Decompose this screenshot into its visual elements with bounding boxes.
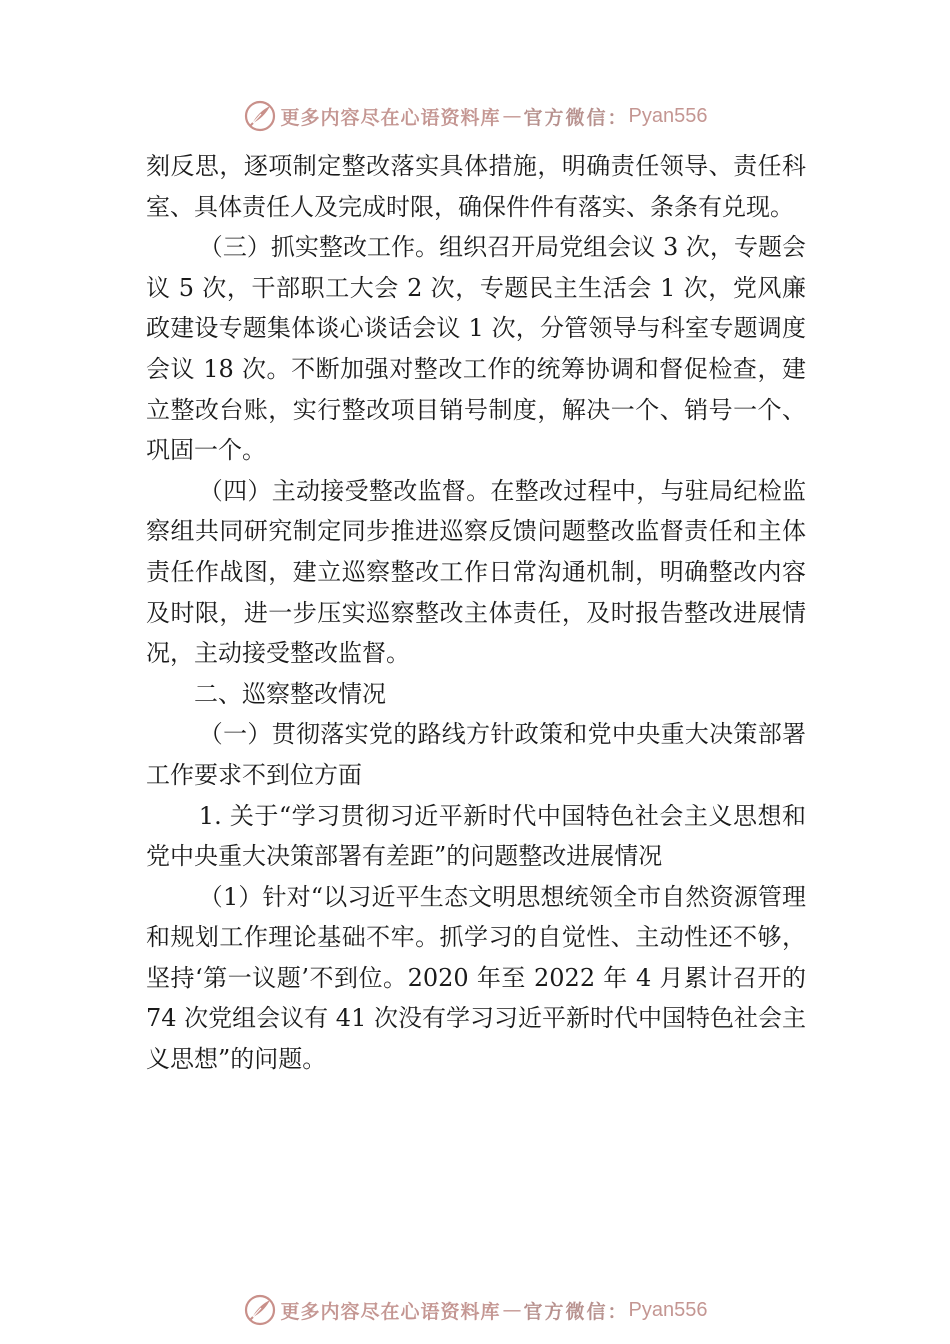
- paragraph-continuation: 刻反思，逐项制定整改落实具体措施，明确责任领导、责任科室、具体责任人及完成时限，确保件件有落实、条条有兑现。: [146, 152, 806, 221]
- paragraph-section-4: （四）主动接受整改监督。在整改过程中，与驻局纪检监察组共同研究制定同步推进巡察反馈问题整改监督责任和主体责任作战图，建立巡察整改工作日常沟通机制，明确整改内容及时限，进一步压实巡察整改主体责任，及时报告整改进展情况，主动接受整改监督。: [146, 476, 806, 668]
- item-1-study-issue: 1. 关于“学习贯彻习近平新时代中国特色社会主义思想和党中央重大决策部署有差距”的问题整改进展情况: [146, 801, 806, 871]
- watermark-wechat-id: Pyan556: [628, 1298, 708, 1321]
- feather-pen-logo-icon: [243, 99, 277, 133]
- watermark-header: [0, 96, 950, 136]
- watermark-label: 官方微信：: [523, 1300, 629, 1323]
- watermark-footer: [0, 1290, 950, 1330]
- subheading-policy-implementation: （一）贯彻落实党的路线方针政策和党中央重大决策部署工作要求不到位方面: [146, 720, 806, 789]
- watermark-text: 更多内容尽在心语资料库: [280, 106, 501, 129]
- paragraph-section-3: （三）抓实整改工作。组织召开局党组会议 3 次，专题会议 5 次，干部职工大会 2 次，专题民主生活会 1 次，党风廉政建设专题集体谈心谈话会议 1 次，分管领导与科室专题调度会议 18 次。不断加强对整改工作的统筹协调和督促检查，建立整改台账，实行整改项目销号制度，解决一个、销号一个、巩固一个。: [146, 233, 806, 465]
- feather-pen-logo-icon: [243, 1293, 277, 1327]
- watermark-wechat-id: Pyan556: [628, 104, 708, 127]
- watermark-text: 更多内容尽在心语资料库: [280, 1300, 501, 1323]
- watermark-label: 官方微信：: [523, 106, 629, 129]
- item-1-1-ecological-issue: （1）针对“以习近平生态文明思想统领全市自然资源管理和规划工作理论基础不牢。抓学习的自觉性、主动性还不够，坚持‘第一议题’不到位。2020 年至 2022 年 4 月累计召开的 74 次党组会议有 41 次没有学习习近平新时代中国特色社会主义思想”的问题。: [146, 882, 806, 1074]
- heading-inspection-rectification: 二、巡察整改情况: [194, 679, 386, 708]
- watermark-dash: —: [502, 105, 522, 127]
- document-body: [146, 146, 806, 1080]
- watermark-dash: —: [502, 1299, 522, 1321]
